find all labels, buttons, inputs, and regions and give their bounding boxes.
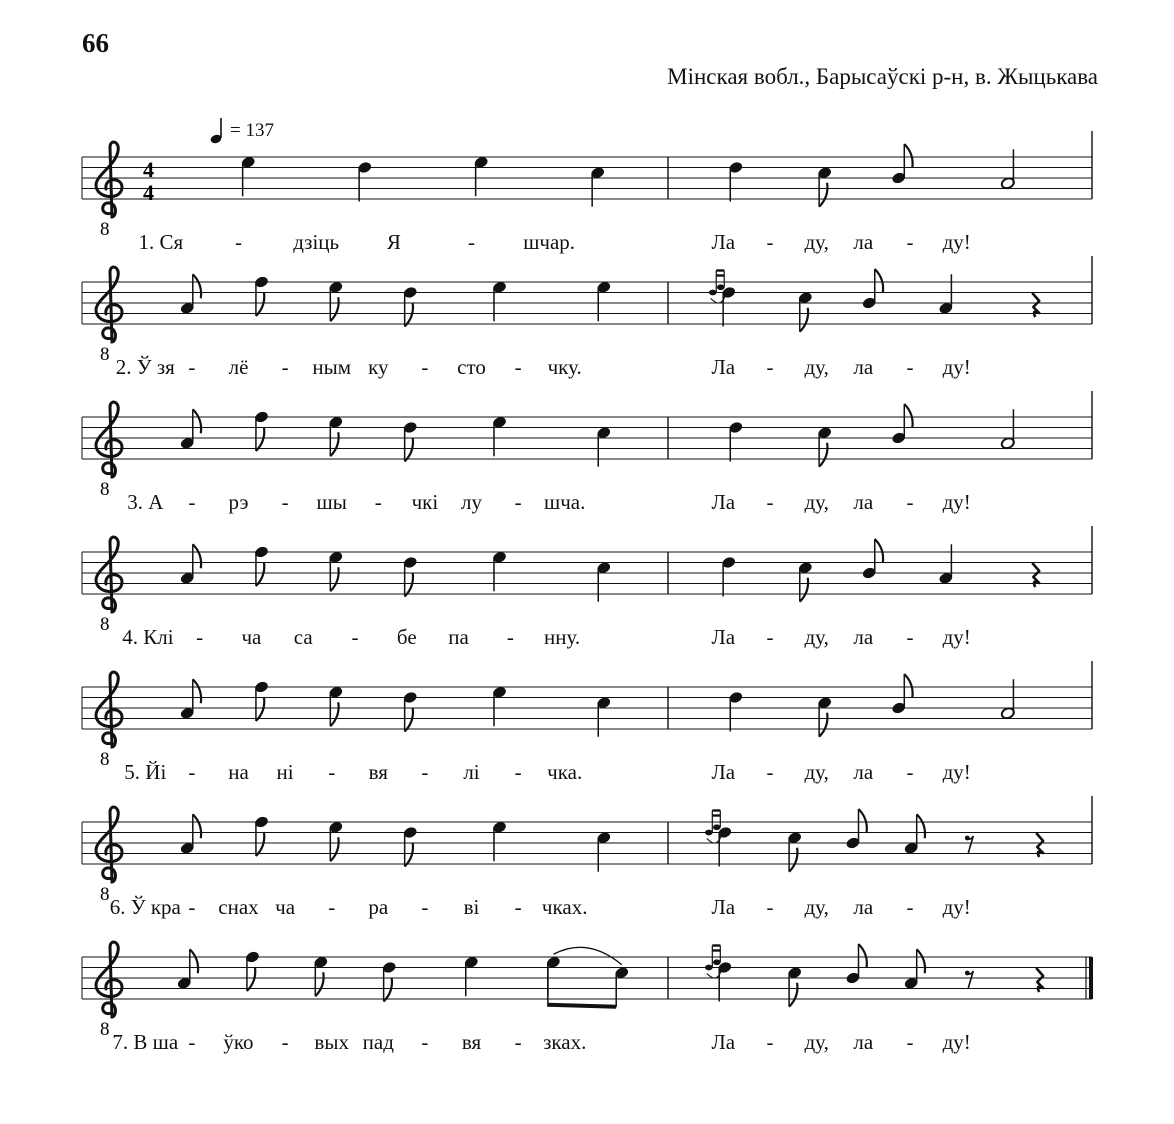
- note-flag: [819, 183, 827, 207]
- lyric-syllable: ду,: [804, 1030, 829, 1054]
- lyric-hyphen: -: [235, 230, 242, 254]
- lyric-syllable: Ла: [711, 760, 736, 784]
- lyric-syllable: Ла: [711, 355, 736, 379]
- lyric-hyphen: -: [281, 1030, 289, 1054]
- lyric-hyphen: -: [766, 625, 774, 649]
- note-flag: [193, 679, 201, 703]
- lyric-hyphen: -: [328, 895, 336, 919]
- lyric-syllable: ўко: [223, 1030, 254, 1054]
- lyric-syllable: ду,: [804, 895, 829, 919]
- note-flag: [800, 308, 808, 332]
- lyric-syllable: ду!: [942, 355, 971, 379]
- lyric-hyphen: -: [766, 1030, 774, 1054]
- lyric-syllable: пад: [362, 1030, 394, 1054]
- note-flag: [819, 443, 827, 467]
- lyric-hyphen: -: [281, 355, 289, 379]
- note-beam: [548, 1005, 616, 1007]
- lyric-hyphen: -: [281, 490, 289, 514]
- lyric-hyphen: -: [766, 355, 774, 379]
- lyric-syllable: ла: [853, 895, 874, 919]
- treble-clef-icon: [96, 672, 122, 747]
- lyric-hyphen: -: [421, 1030, 429, 1054]
- grace-note-head: [705, 965, 713, 971]
- lyric-syllable: ду!: [942, 1030, 971, 1054]
- lyric-syllable: ла: [853, 355, 874, 379]
- lyric-hyphen: -: [188, 490, 196, 514]
- lyric-syllable: шча.: [544, 490, 586, 514]
- lyric-syllable: ду,: [804, 230, 829, 254]
- note-flag: [789, 983, 797, 1007]
- treble-clef-icon: [96, 402, 122, 477]
- lyric-syllable: ду!: [942, 490, 971, 514]
- note-flag: [190, 949, 198, 973]
- lyric-hyphen: -: [906, 625, 914, 649]
- lyric-hyphen: -: [351, 625, 359, 649]
- lyric-syllable: ду,: [804, 355, 829, 379]
- lyric-syllable: 1. Ся: [138, 230, 184, 254]
- lyric-hyphen: -: [196, 625, 204, 649]
- lyric-syllable: ду!: [942, 895, 971, 919]
- treble-clef-icon: [96, 537, 122, 612]
- lyric-syllable: Ла: [711, 490, 736, 514]
- lyric-hyphen: -: [514, 355, 522, 379]
- lyric-syllable: вя: [461, 1030, 482, 1054]
- lyric-syllable: дзіць: [293, 230, 340, 254]
- lyric-hyphen: -: [514, 895, 522, 919]
- octave-mark: 8: [100, 614, 110, 635]
- lyric-hyphen: -: [514, 490, 522, 514]
- lyric-hyphen: -: [906, 1030, 914, 1054]
- page-number: 66: [82, 28, 109, 58]
- lyric-syllable: снах: [218, 895, 259, 919]
- lyric-syllable: ла: [853, 230, 874, 254]
- lyric-syllable: чках.: [541, 895, 588, 919]
- note-flag: [256, 832, 264, 856]
- lyric-syllable: ду!: [942, 625, 971, 649]
- staff-system: [82, 526, 1092, 649]
- staff-system: [82, 942, 1092, 1054]
- lyric-hyphen: -: [421, 895, 429, 919]
- lyric-syllable: нну.: [544, 625, 581, 649]
- note-flag: [875, 539, 883, 563]
- lyric-syllable: па: [448, 625, 469, 649]
- lyric-syllable: ра: [368, 895, 389, 919]
- note-flag: [193, 409, 201, 433]
- lyric-syllable: 4. Клі: [122, 625, 174, 649]
- lyric-syllable: рэ: [228, 490, 249, 514]
- lyric-syllable: Ла: [711, 230, 736, 254]
- note-flag: [330, 702, 338, 726]
- lyric-syllable: лё: [228, 355, 249, 379]
- lyric-syllable: зках.: [543, 1030, 587, 1054]
- lyric-hyphen: -: [468, 230, 475, 254]
- lyric-syllable: чка.: [547, 760, 583, 784]
- note-flag: [330, 837, 338, 861]
- lyric-hyphen: -: [506, 625, 514, 649]
- note-flag: [405, 708, 413, 732]
- lyric-syllable: 5. Йі: [124, 760, 167, 784]
- lyric-syllable: на: [228, 760, 249, 784]
- note-flag: [405, 573, 413, 597]
- lyric-syllable: ла: [853, 625, 874, 649]
- lyric-syllable: Ла: [711, 625, 736, 649]
- note-flag: [405, 843, 413, 867]
- lyric-hyphen: -: [906, 355, 914, 379]
- lyric-syllable: 7. В ша: [112, 1030, 179, 1054]
- lyric-syllable: ча: [241, 625, 262, 649]
- note-flag: [193, 814, 201, 838]
- treble-clef-icon: [96, 807, 122, 882]
- lyric-syllable: вя: [368, 760, 388, 784]
- lyric-syllable: са: [293, 625, 313, 649]
- treble-clef-icon: [96, 142, 122, 217]
- note-flag: [917, 949, 925, 973]
- note-flag: [800, 578, 808, 602]
- lyric-syllable: ным: [312, 355, 352, 379]
- lyric-syllable: 3. А: [127, 490, 164, 514]
- note-flag: [330, 297, 338, 321]
- lyric-syllable: ду,: [804, 625, 829, 649]
- note-flag: [859, 809, 867, 833]
- lyric-syllable: чкі: [411, 490, 439, 514]
- note-flag: [315, 972, 323, 996]
- grace-note-head: [705, 830, 713, 836]
- staff-system: [82, 661, 1092, 784]
- octave-mark: 8: [100, 479, 110, 500]
- lyric-hyphen: -: [514, 1030, 522, 1054]
- eighth-rest-stroke: [967, 836, 973, 853]
- lyric-hyphen: -: [188, 355, 196, 379]
- note-flag: [330, 567, 338, 591]
- lyric-hyphen: -: [188, 760, 196, 784]
- lyric-hyphen: -: [906, 230, 914, 254]
- note-flag: [256, 697, 264, 721]
- lyric-hyphen: -: [514, 760, 522, 784]
- lyric-syllable: ні: [276, 760, 294, 784]
- octave-mark: 8: [100, 344, 110, 365]
- lyric-syllable: сто: [457, 355, 486, 379]
- grace-note-head: [713, 959, 721, 965]
- note-flag: [193, 544, 201, 568]
- octave-mark: 8: [100, 749, 110, 770]
- staff-system: [82, 796, 1092, 919]
- staff-system: [82, 131, 1092, 254]
- tempo-value: = 137: [230, 120, 274, 141]
- note-flag: [904, 404, 912, 428]
- lyric-syllable: 6. Ў кра: [109, 895, 181, 919]
- lyric-hyphen: -: [374, 490, 382, 514]
- octave-mark: 8: [100, 1019, 110, 1040]
- grace-note-head: [709, 290, 717, 296]
- lyric-syllable: ду,: [804, 760, 829, 784]
- lyric-syllable: ду!: [942, 760, 971, 784]
- note-flag: [256, 427, 264, 451]
- lyric-syllable: 2. Ў зя: [115, 355, 175, 379]
- note-flag: [819, 713, 827, 737]
- time-signature-top: 4: [143, 157, 154, 182]
- lyric-hyphen: -: [906, 760, 914, 784]
- lyric-syllable: лі: [463, 760, 480, 784]
- lyric-syllable: Ла: [711, 895, 736, 919]
- lyric-hyphen: -: [188, 895, 196, 919]
- lyric-hyphen: -: [328, 760, 336, 784]
- note-flag: [405, 438, 413, 462]
- lyric-syllable: ду!: [942, 230, 971, 254]
- staff-system: [82, 391, 1092, 514]
- lyric-syllable: Ла: [711, 1030, 736, 1054]
- time-signature-bottom: 4: [143, 180, 154, 205]
- lyric-syllable: шы: [316, 490, 347, 514]
- note-flag: [384, 978, 392, 1002]
- lyric-syllable: вых: [314, 1030, 349, 1054]
- location-caption: Мінская вобл., Барысаўскі р-н, в. Жыцькава: [667, 64, 1098, 89]
- lyric-hyphen: -: [906, 490, 914, 514]
- eighth-rest-stroke: [967, 971, 973, 988]
- lyric-hyphen: -: [766, 895, 774, 919]
- note-flag: [904, 144, 912, 168]
- lyric-syllable: чку.: [547, 355, 582, 379]
- lyric-hyphen: -: [421, 760, 429, 784]
- lyric-syllable: ку: [368, 355, 389, 379]
- octave-mark: 8: [100, 219, 110, 240]
- note-flag: [405, 303, 413, 327]
- lyric-hyphen: -: [766, 760, 774, 784]
- note-flag: [330, 432, 338, 456]
- staff-system: [82, 256, 1092, 379]
- lyric-hyphen: -: [906, 895, 914, 919]
- note-flag: [859, 944, 867, 968]
- lyric-syllable: лу: [461, 490, 482, 514]
- treble-clef-icon: [96, 942, 122, 1017]
- octave-mark: 8: [100, 884, 110, 905]
- note-flag: [789, 848, 797, 872]
- lyric-hyphen: -: [766, 230, 774, 254]
- lyric-hyphen: -: [766, 490, 774, 514]
- lyric-syllable: ду,: [804, 490, 829, 514]
- lyric-syllable: ла: [853, 490, 874, 514]
- lyric-hyphen: -: [421, 355, 429, 379]
- lyric-syllable: ві: [463, 895, 480, 919]
- note-flag: [193, 274, 201, 298]
- lyric-syllable: ла: [853, 760, 874, 784]
- grace-note-head: [717, 284, 725, 290]
- note-flag: [875, 269, 883, 293]
- lyric-syllable: ча: [275, 895, 296, 919]
- note-flag: [256, 562, 264, 586]
- lyric-syllable: шчар.: [523, 230, 576, 254]
- note-flag: [904, 674, 912, 698]
- lyric-hyphen: -: [188, 1030, 196, 1054]
- lyric-syllable: Я: [386, 230, 401, 254]
- grace-note-head: [713, 824, 721, 830]
- lyric-syllable: бе: [396, 625, 417, 649]
- note-flag: [256, 292, 264, 316]
- slur: [553, 947, 621, 964]
- note-flag: [917, 814, 925, 838]
- treble-clef-icon: [96, 267, 122, 342]
- lyric-syllable: ла: [853, 1030, 874, 1054]
- note-flag: [247, 967, 255, 991]
